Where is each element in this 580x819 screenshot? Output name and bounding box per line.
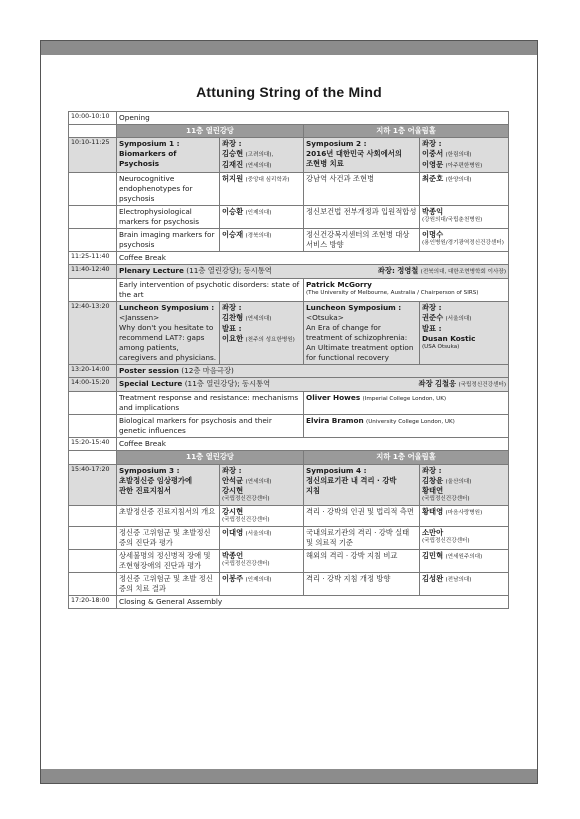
topic-cell: 격리 · 강박 지침 개정 방향 xyxy=(304,573,420,596)
bottom-band xyxy=(41,769,537,783)
table-row xyxy=(69,573,509,596)
time-cell: 11:25-11:40 xyxy=(69,252,117,265)
topic-cell: 정신건강복지센터의 조현병 대상 서비스 방향 xyxy=(304,228,420,251)
chair-cell: 좌장 : 김찬형 (연세의대) 발표 : 이요한 (천주의 성요한병원) xyxy=(220,301,304,364)
symposium-title: Symposium 4 : 정신의료기관 내 격리 · 강박 지침 xyxy=(304,464,420,506)
speaker-cell: Elvira Bramon (University College London, UK) xyxy=(304,415,509,438)
luncheon-left: Luncheon Symposium : <Janssen> Why don't you hesitate to recommend LAT?: gaps among patients, caregivers and physicians. xyxy=(117,301,220,364)
program-table xyxy=(68,111,509,609)
topic-cell: 강남역 사건과 조현병 xyxy=(304,172,420,205)
session-cell: Closing & General Assembly xyxy=(117,596,509,609)
chair-cell: 좌장 : 이중서 (한림의대) 이영문 (아주편한병원) xyxy=(420,138,509,173)
speaker-cell: 박종익 (강원의대/국립춘천병원) xyxy=(420,205,509,228)
time-cell: 15:20-15:40 xyxy=(69,438,117,451)
table-row xyxy=(69,526,509,549)
time-cell: 15:40-17:20 xyxy=(69,464,117,506)
speaker-cell: 이봉주 (인제의대) xyxy=(220,573,304,596)
table-row xyxy=(69,464,509,506)
topic-cell: 상세불명의 정신병적 장애 및 조현형장애의 진단과 평가 xyxy=(117,549,220,572)
topic-cell: Neurocognitive endophenotypes for psychosis xyxy=(117,172,220,205)
speaker-cell: 황태영 (마음사랑병원) xyxy=(420,506,509,527)
chair-cell: 좌장 : 김창윤 (울산의대) 황태연 (국립정신건강센터) xyxy=(420,464,509,506)
hall-right: 지하 1층 어울림홀 xyxy=(304,125,509,138)
speaker-cell: Oliver Howes (Imperial College London, UK) xyxy=(304,392,509,415)
topic-cell: Biological markers for psychosis and their genetic influences xyxy=(117,415,304,438)
speaker-cell: 강시현 (국립정신건강센터) xyxy=(220,506,304,527)
table-row xyxy=(69,205,509,228)
time-cell: 11:40-12:40 xyxy=(69,265,117,279)
time-cell: 12:40-13:20 xyxy=(69,301,117,364)
table-row xyxy=(69,278,509,301)
session-cell: Poster session (12층 마음극장) xyxy=(117,365,509,378)
speaker-cell: 김성완 (전남의대) xyxy=(420,573,509,596)
table-row xyxy=(69,365,509,378)
table-row xyxy=(69,596,509,609)
hall-right: 지하 1층 어울림홀 xyxy=(304,451,509,464)
table-row xyxy=(69,438,509,451)
table-row xyxy=(69,228,509,251)
chair-cell: 좌장 : 김승현 (고려의대), 김재진 (연세의대) xyxy=(220,138,304,173)
speaker-cell: Patrick McGorry (The University of Melbourne, Australia / Chairperson of SIRS) xyxy=(304,278,509,301)
topic-cell: 국내의료기관의 격리 · 강박 실태 및 의료적 기준 xyxy=(304,526,420,549)
speaker-cell: 최준호 (한양의대) xyxy=(420,172,509,205)
luncheon-right: Luncheon Symposium : <Otsuka> An Era of change for treatment of schizophrenia: An Ultimate treatment option for functional recovery xyxy=(304,301,420,364)
topic-cell: 격리 · 강박의 인권 및 법리적 측면 xyxy=(304,506,420,527)
top-band xyxy=(41,41,537,55)
table-row xyxy=(69,549,509,572)
hall-header-row xyxy=(69,451,509,464)
plenary-header: Plenary Lecture (11층 열린강당); 동시통역 좌장: 정영철 (전북의대, 대한조현병학회 이사장) xyxy=(117,265,509,279)
hall-left: 11층 열린강당 xyxy=(117,125,304,138)
time-cell: 10:00-10:10 xyxy=(69,112,117,125)
speaker-cell: 소만아 (국립정신건강센터) xyxy=(420,526,509,549)
document-title: Attuning String of the Mind xyxy=(196,84,382,100)
topic-cell: Treatment response and resistance: mechanisms and implications xyxy=(117,392,304,415)
table-row xyxy=(69,172,509,205)
topic-cell: 초발정신증 진료지침서의 개요 xyxy=(117,506,220,527)
table-row xyxy=(69,112,509,125)
speaker-cell: 김민혁 (연세원주의대) xyxy=(420,549,509,572)
table-row xyxy=(69,378,509,392)
hall-header-row xyxy=(69,125,509,138)
session-cell: Opening xyxy=(117,112,509,125)
table-row xyxy=(69,506,509,527)
table-row xyxy=(69,252,509,265)
chair-cell: 좌장 : 안석균 (연세의대) 강시현 (국립정신건강센터) xyxy=(220,464,304,506)
hall-left: 11층 열린강당 xyxy=(117,451,304,464)
topic-cell: 정신보건법 전부개정과 입원적합성 xyxy=(304,205,420,228)
symposium-title: Symposium 3 : 초발정신증 임상평가에 관한 진료지침서 xyxy=(117,464,220,506)
speaker-cell: 박종언 (국립정신건강센터) xyxy=(220,549,304,572)
time-cell: 13:20-14:00 xyxy=(69,365,117,378)
topic-cell: 해외의 격리 · 강박 지침 비교 xyxy=(304,549,420,572)
session-cell: Coffee Break xyxy=(117,438,509,451)
symposium-title: Symposium 1 : Biomarkers of Psychosis xyxy=(117,138,220,173)
topic-cell: 정신증 고위험군 및 초발 정신증의 치료 결과 xyxy=(117,573,220,596)
topic-cell: 정신증 고위험군 및 초발정신증의 진단과 평가 xyxy=(117,526,220,549)
speaker-cell: 이명수 (용인병원/경기광역정신건강센터) xyxy=(420,228,509,251)
symposium-title: Symposium 2 : 2016년 대한민국 사회에서의 조현병 치료 xyxy=(304,138,420,173)
page-frame xyxy=(40,40,538,784)
topic-cell: Electrophysiological markers for psychosis xyxy=(117,205,220,228)
table-row xyxy=(69,301,509,364)
time-cell: 10:10-11:25 xyxy=(69,138,117,173)
time-cell: 17:20-18:00 xyxy=(69,596,117,609)
speaker-cell: 이승재 (경북의대) xyxy=(220,228,304,251)
table-row xyxy=(69,265,509,279)
chair-cell: 좌장 : 권준수 (서울의대) 발표 : Dusan Kostic (USA Otsuka) xyxy=(420,301,509,364)
topic-cell: Brain imaging markers for psychosis xyxy=(117,228,220,251)
special-header: Special Lecture (11층 열린강당); 동시통역 좌장 김철응 (국립정신건강센터) xyxy=(117,378,509,392)
time-cell: 14:00-15:20 xyxy=(69,378,117,392)
speaker-cell: 이대영 (서울의대) xyxy=(220,526,304,549)
speaker-cell: 이승환 (인제의대) xyxy=(220,205,304,228)
topic-cell: Early intervention of psychotic disorders: state of the art xyxy=(117,278,304,301)
table-row xyxy=(69,138,509,173)
table-row xyxy=(69,415,509,438)
session-cell: Coffee Break xyxy=(117,252,509,265)
table-row xyxy=(69,392,509,415)
speaker-cell: 허지원 (중앙대 심리학과) xyxy=(220,172,304,205)
